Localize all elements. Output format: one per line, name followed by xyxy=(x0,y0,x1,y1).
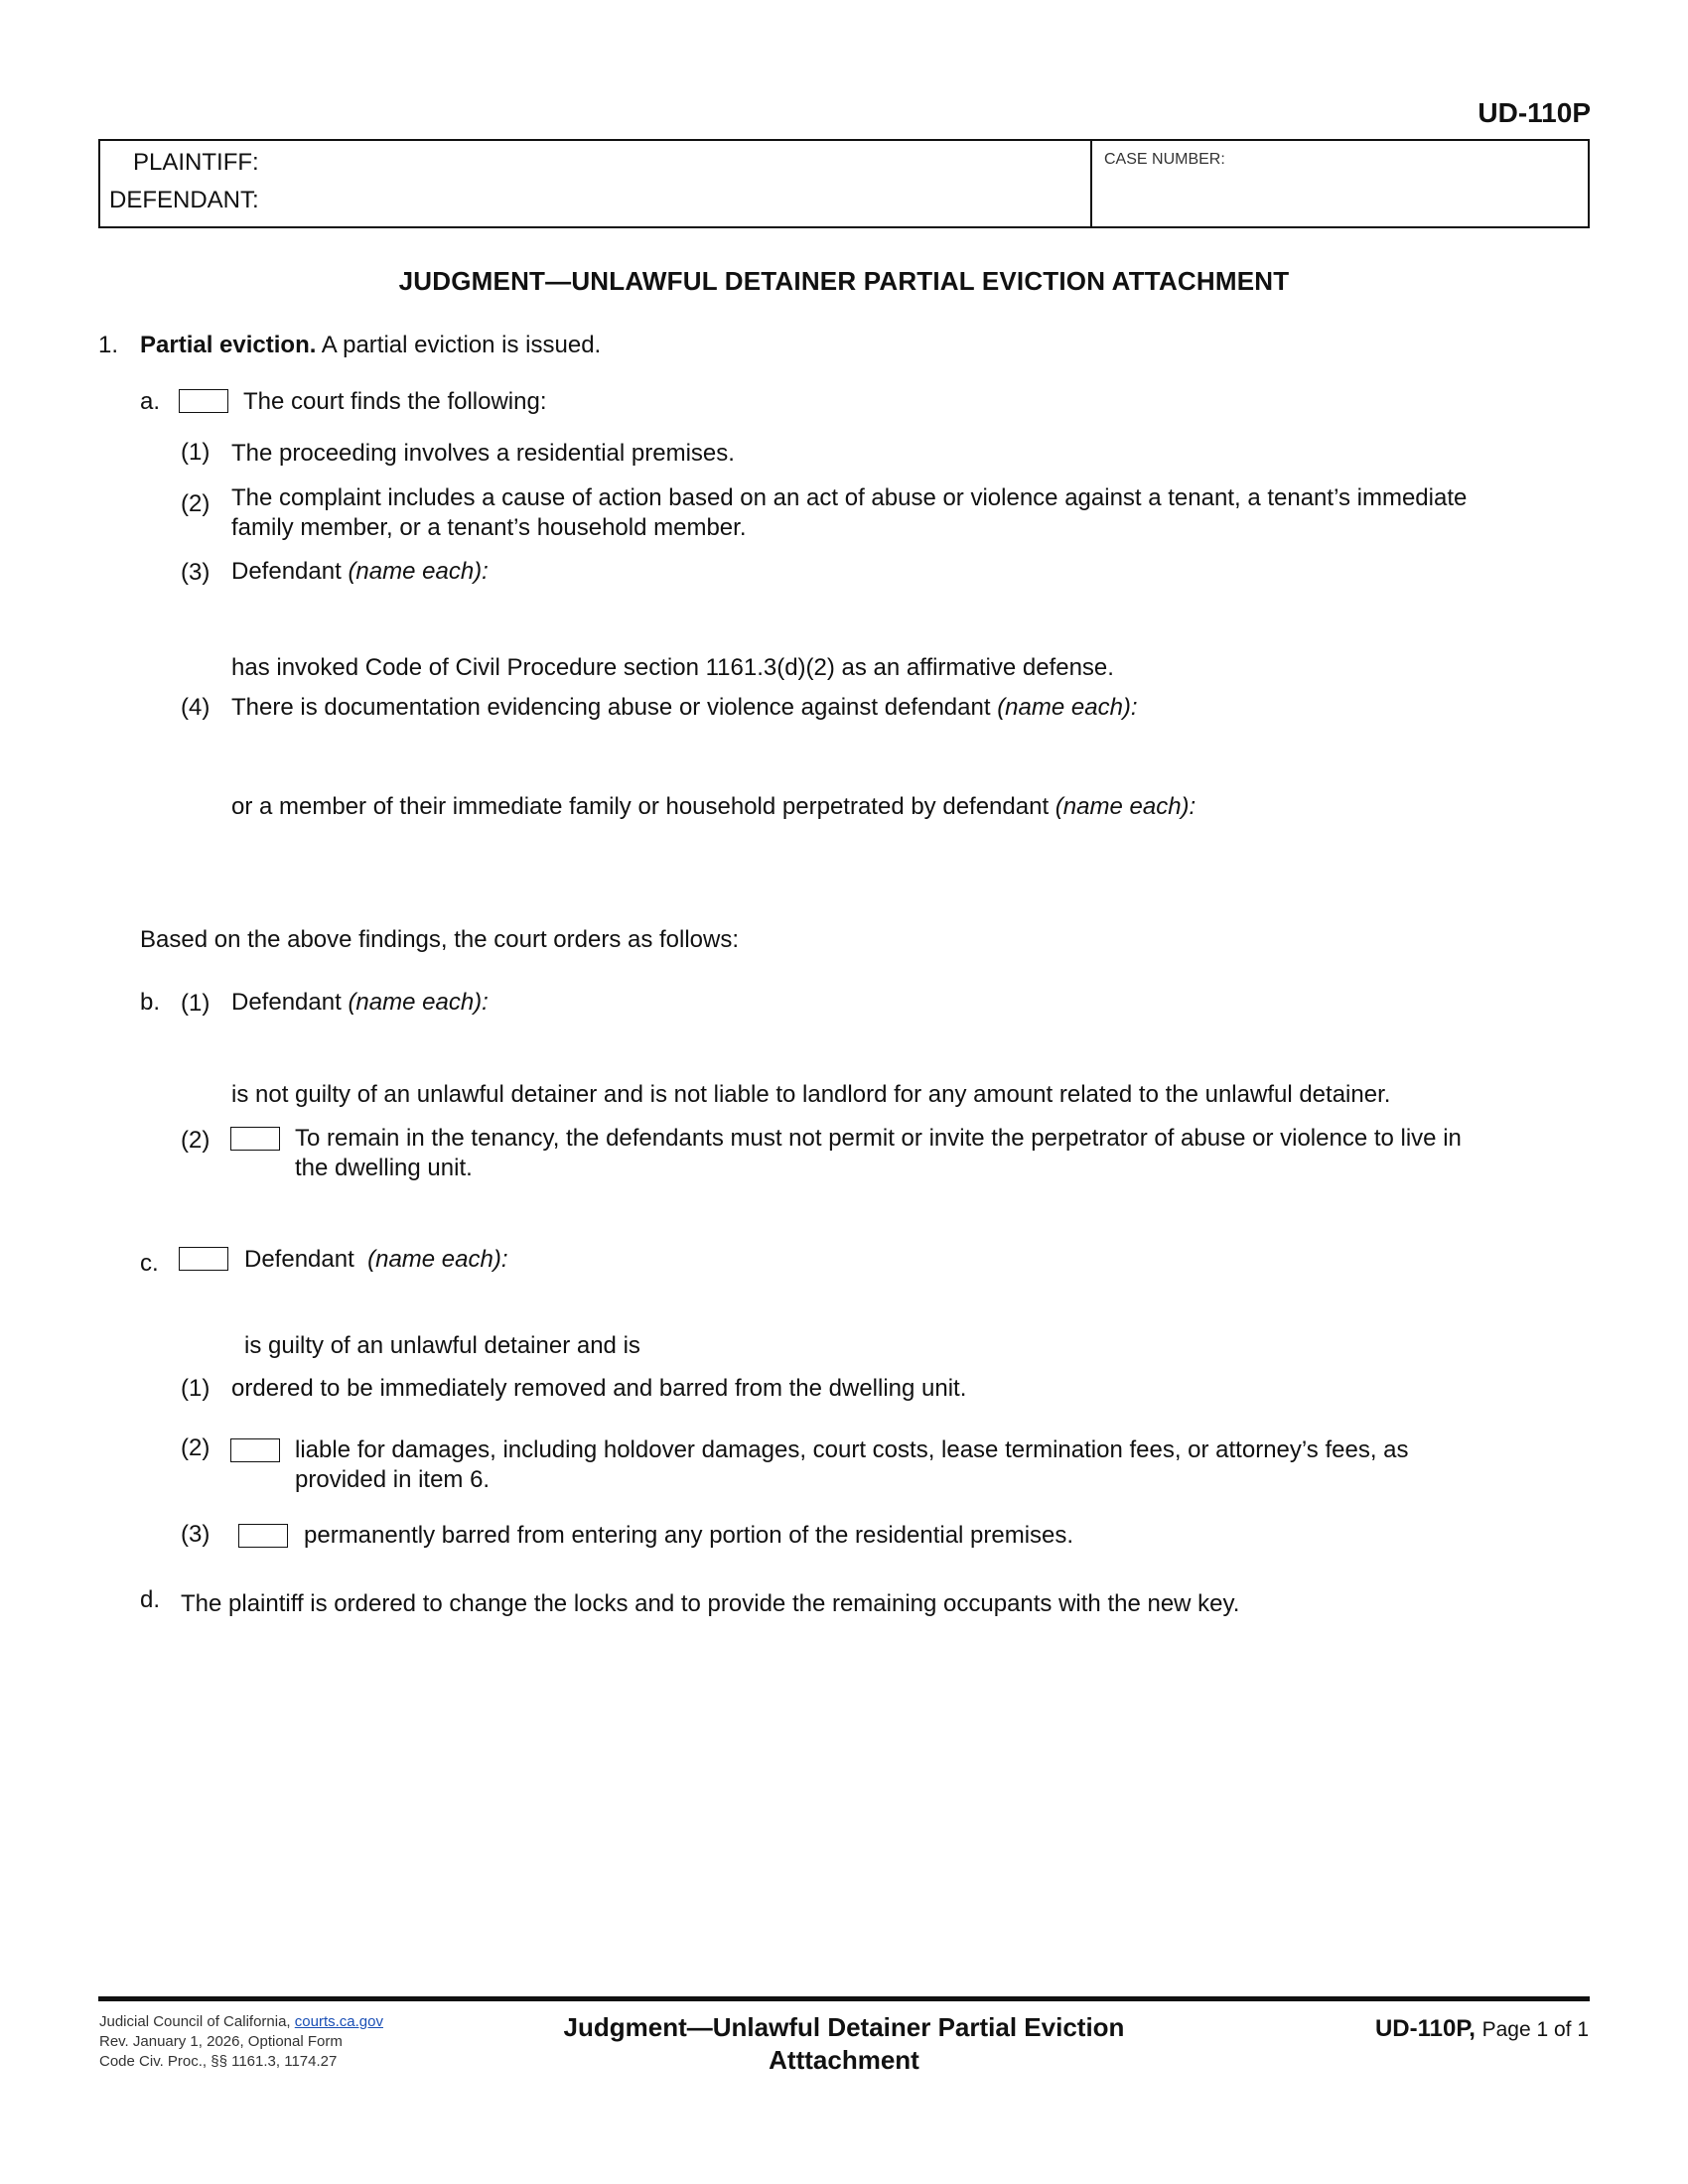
item-a-letter: a. xyxy=(140,388,161,415)
order-c3-checkbox[interactable] xyxy=(238,1524,288,1548)
orders-intro: Based on the above findings, the court orders as follows: xyxy=(140,926,740,953)
order-b2-line2: the dwelling unit. xyxy=(295,1155,473,1181)
order-b2-line1: To remain in the tenancy, the defendants must not permit or invite the perpetrator of abuse or violence to live in xyxy=(295,1125,1462,1152)
footer-rev: Rev. January 1, 2026, Optional Form xyxy=(99,2033,343,2050)
plaintiff-label: PLAINTIFF: xyxy=(133,149,259,176)
footer-page: Page 1 of 1 xyxy=(1481,2018,1589,2041)
footer-title-line1: Judgment—Unlawful Detainer Partial Eviction xyxy=(563,2012,1125,2042)
order-b1-label: Defendant xyxy=(231,989,342,1016)
order-b1-after: is not guilty of an unlawful detainer and is not liable to landlord for any amount related to the unlawful detainer. xyxy=(231,1081,1391,1108)
order-b1-hint: (name each): xyxy=(348,989,489,1016)
footer-code: Code Civ. Proc., §§ 1161.3, 1174.27 xyxy=(99,2053,338,2070)
finding4-after-hint: (name each): xyxy=(1055,793,1196,820)
item-d-text: The plaintiff is ordered to change the locks and to provide the remaining occupants with the new key. xyxy=(181,1590,1240,1617)
form-code: UD-110P xyxy=(1477,97,1591,128)
order-c2-line1: liable for damages, including holdover damages, court costs, lease termination fees, or attorney’s fees, as xyxy=(295,1436,1409,1463)
case-number-label: CASE NUMBER: xyxy=(1104,151,1225,168)
finding3-names-field[interactable] xyxy=(231,592,1546,649)
footer-council: Judicial Council of California, xyxy=(99,2013,291,2030)
item-c-after: is guilty of an unlawful detainer and is xyxy=(244,1332,640,1359)
item-c-names-field[interactable] xyxy=(244,1280,1539,1335)
order-c2-number: (2) xyxy=(181,1434,211,1461)
finding1-number: (1) xyxy=(181,439,211,466)
order-c1-number: (1) xyxy=(181,1375,211,1402)
order-b1-names-field[interactable] xyxy=(231,1023,1546,1080)
footer-link[interactable]: courts.ca.gov xyxy=(294,2013,383,2030)
finding4-perpetrators-field[interactable] xyxy=(231,828,1546,919)
finding3-hint: (name each): xyxy=(348,558,489,585)
item1-number: 1. xyxy=(98,332,119,358)
order-b2-number: (2) xyxy=(181,1127,211,1154)
item-c-letter: c. xyxy=(140,1250,159,1277)
item-a-checkbox[interactable] xyxy=(179,389,228,413)
finding3-label: Defendant xyxy=(231,558,342,585)
footer-left xyxy=(99,2012,383,2072)
finding4-line xyxy=(231,694,1138,722)
plaintiff-field[interactable] xyxy=(258,145,1076,177)
order-c3-text: permanently barred from entering any portion of the residential premises. xyxy=(304,1522,1074,1549)
order-c2-checkbox[interactable] xyxy=(230,1438,280,1462)
order-c2-line2: provided in item 6. xyxy=(295,1466,491,1493)
item1-line xyxy=(140,332,601,359)
item-c-checkbox[interactable] xyxy=(179,1247,228,1271)
order-c3-number: (3) xyxy=(181,1521,211,1548)
finding4-after-line xyxy=(231,793,1196,821)
footer-rule xyxy=(98,1996,1590,2001)
finding3-number: (3) xyxy=(181,559,211,586)
order-b2-checkbox[interactable] xyxy=(230,1127,280,1151)
caption-divider xyxy=(1090,139,1092,228)
finding3-line xyxy=(231,558,489,586)
finding4-label: There is documentation evidencing abuse or violence against defendant xyxy=(231,694,991,721)
item-c-label: Defendant xyxy=(244,1246,354,1273)
page-title: JUDGMENT—UNLAWFUL DETAINER PARTIAL EVICTION ATTACHMENT xyxy=(398,266,1290,296)
finding4-victims-field[interactable] xyxy=(231,729,1546,788)
finding4-number: (4) xyxy=(181,694,211,721)
item-b-letter: b. xyxy=(140,989,161,1016)
order-b1-number: (1) xyxy=(181,990,211,1017)
finding1-text: The proceeding involves a residential premises. xyxy=(231,440,735,467)
item1-heading: Partial eviction. xyxy=(140,332,317,358)
order-b1-line xyxy=(231,989,489,1017)
footer-council-line xyxy=(99,2012,383,2032)
item-d-letter: d. xyxy=(140,1586,161,1613)
finding2-number: (2) xyxy=(181,490,211,517)
case-number-field[interactable] xyxy=(1104,179,1575,216)
item-c-line xyxy=(244,1246,508,1274)
item-c-hint: (name each): xyxy=(367,1246,508,1273)
finding4-after: or a member of their immediate family or household perpetrated by defendant xyxy=(231,793,1050,820)
finding3-after: has invoked Code of Civil Procedure section 1161.3(d)(2) as an affirmative defense. xyxy=(231,654,1114,681)
order-c1-text: ordered to be immediately removed and barred from the dwelling unit. xyxy=(231,1375,967,1402)
defendant-field[interactable] xyxy=(258,183,1076,214)
finding4-hint: (name each): xyxy=(997,694,1138,721)
defendant-label: DEFENDANT: xyxy=(109,187,259,213)
footer-right xyxy=(1375,2015,1589,2043)
footer-title xyxy=(496,2011,1192,2077)
footer-title-line2: Atttachment xyxy=(769,2045,919,2075)
item1-text: A partial eviction is issued. xyxy=(321,332,602,358)
finding2-line2: family member, or a tenant’s household member. xyxy=(231,514,747,541)
footer-form-code: UD-110P, xyxy=(1374,2015,1476,2042)
item-a-text: The court finds the following: xyxy=(243,388,547,415)
finding2-line1: The complaint includes a cause of action based on an act of abuse or violence against a tenant, a tenant’s immediate xyxy=(231,484,1468,511)
